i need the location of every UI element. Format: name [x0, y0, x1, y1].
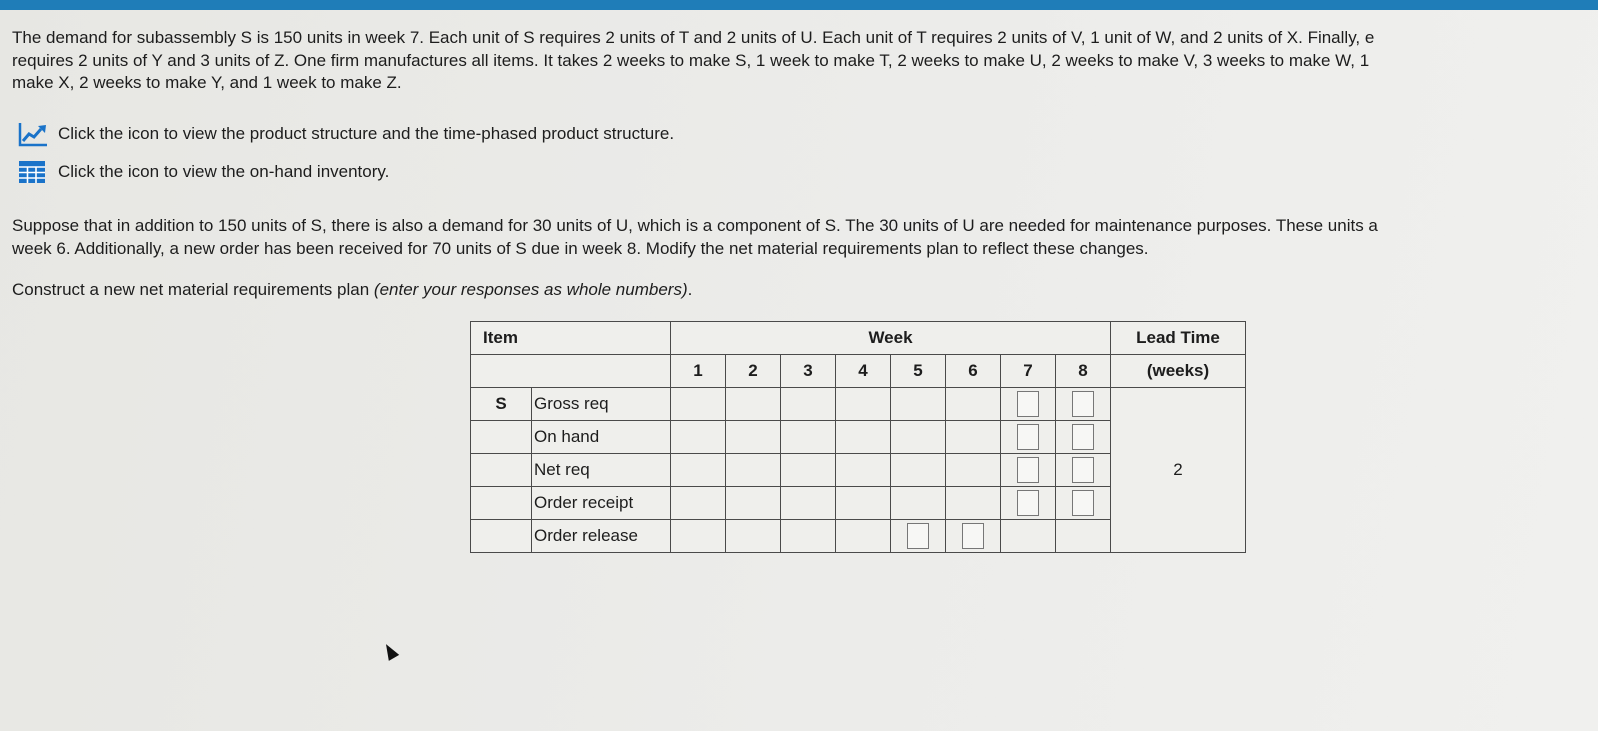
week-cell	[1001, 388, 1056, 421]
instruction-suffix: .	[687, 280, 693, 299]
week-cell	[726, 421, 781, 454]
top-bar	[0, 0, 1598, 10]
answer-input[interactable]	[1017, 424, 1039, 450]
instruction	[12, 279, 1598, 302]
week-cell	[781, 388, 836, 421]
week-number: 3	[781, 355, 836, 388]
week-cell	[891, 388, 946, 421]
week-cell	[1001, 421, 1056, 454]
answer-input[interactable]	[1072, 424, 1094, 450]
answer-input[interactable]	[907, 523, 929, 549]
item-cell-empty	[471, 487, 532, 520]
product-structure-link[interactable]	[18, 121, 674, 147]
week-cell	[781, 487, 836, 520]
row-label: On hand	[532, 421, 671, 454]
answer-input[interactable]	[1072, 457, 1094, 483]
lead-time-unit: (weeks)	[1111, 355, 1246, 388]
week-number: 7	[1001, 355, 1056, 388]
week-cell	[781, 421, 836, 454]
week-cell	[1001, 454, 1056, 487]
week-cell	[891, 421, 946, 454]
item-name: S	[471, 388, 532, 421]
answer-input[interactable]	[1072, 490, 1094, 516]
row-label: Order release	[532, 520, 671, 553]
week-cell	[836, 421, 891, 454]
week-cell	[726, 520, 781, 553]
week-cell	[836, 454, 891, 487]
week-cell	[671, 454, 726, 487]
lead-time-header: Lead Time	[1111, 322, 1246, 355]
problem-line: requires 2 units of Y and 3 units of Z. One firm manufactures all items. It takes 2 weeks to make S, 1 week to make T, 2 weeks to make U, 2 weeks to make V, 3 weeks to make W, 1	[12, 50, 1370, 70]
week-number: 6	[946, 355, 1001, 388]
problem-line: make X, 2 weeks to make Y, and 1 week to make Z.	[12, 73, 402, 92]
row-label: Net req	[532, 454, 671, 487]
week-cell	[891, 487, 946, 520]
week-cell	[726, 388, 781, 421]
problem-line: The demand for subassembly S is 150 units in week 7. Each unit of S requires 2 units of T and 2 units of U. Each unit of T requires 2 units of V, 1 unit of W, and 2 units of X. Finally, e	[12, 28, 1375, 47]
week-cell	[946, 421, 1001, 454]
blank-header-cell	[471, 355, 671, 388]
instruction-text: Construct a new net material requirements plan	[12, 280, 374, 299]
item-cell-empty	[471, 520, 532, 553]
week-cell	[671, 520, 726, 553]
instruction-italic: (enter your responses as whole numbers)	[373, 280, 688, 299]
item-cell-empty	[471, 454, 532, 487]
week-number-row	[471, 355, 1246, 388]
week-header: Week	[671, 322, 1111, 355]
line-chart-icon[interactable]	[18, 121, 48, 147]
mrp-table	[470, 321, 1246, 553]
week-cell	[836, 520, 891, 553]
week-cell	[1001, 487, 1056, 520]
week-cell	[671, 421, 726, 454]
week-number: 5	[891, 355, 946, 388]
week-cell	[1056, 520, 1111, 553]
week-cell	[1056, 454, 1111, 487]
week-cell	[726, 454, 781, 487]
week-cell	[1001, 520, 1056, 553]
row-label: Order receipt	[532, 487, 671, 520]
table-grid-icon[interactable]	[18, 159, 48, 185]
week-cell	[726, 487, 781, 520]
week-cell	[891, 454, 946, 487]
scenario-statement	[12, 215, 1598, 260]
table-row	[471, 388, 1246, 421]
problem-statement	[12, 27, 1598, 95]
week-cell	[671, 388, 726, 421]
week-cell	[781, 454, 836, 487]
week-number: 2	[726, 355, 781, 388]
inventory-link[interactable]	[18, 159, 389, 185]
item-header: Item	[471, 322, 671, 355]
week-number: 1	[671, 355, 726, 388]
week-cell	[836, 487, 891, 520]
week-cell	[836, 388, 891, 421]
item-cell-empty	[471, 421, 532, 454]
week-cell	[946, 454, 1001, 487]
scenario-line: Suppose that in addition to 150 units of S, there is also a demand for 30 units of U, which is a component of S. The 30 units of U are needed for maintenance purposes. These units a	[12, 216, 1378, 235]
week-cell	[671, 487, 726, 520]
answer-input[interactable]	[962, 523, 984, 549]
week-cell	[1056, 421, 1111, 454]
week-cell	[1056, 487, 1111, 520]
product-structure-link-text[interactable]: Click the icon to view the product structure and the time-phased product structure.	[58, 124, 675, 143]
week-cell	[946, 487, 1001, 520]
week-number: 8	[1056, 355, 1111, 388]
lead-time-value: 2	[1111, 388, 1246, 553]
week-cell	[781, 520, 836, 553]
answer-input[interactable]	[1017, 391, 1039, 417]
answer-input[interactable]	[1017, 457, 1039, 483]
week-cell	[1056, 388, 1111, 421]
week-cell	[946, 520, 1001, 553]
scenario-line: week 6. Additionally, a new order has been received for 70 units of S due in week 8. Modify the net material requirements plan to reflect these changes.	[12, 238, 1149, 258]
row-label: Gross req	[532, 388, 671, 421]
header-row	[471, 322, 1246, 355]
week-cell	[946, 388, 1001, 421]
week-number: 4	[836, 355, 891, 388]
inventory-link-text[interactable]: Click the icon to view the on-hand inventory.	[58, 162, 390, 181]
answer-input[interactable]	[1072, 391, 1094, 417]
answer-input[interactable]	[1017, 490, 1039, 516]
mouse-cursor	[381, 641, 399, 661]
week-cell	[891, 520, 946, 553]
